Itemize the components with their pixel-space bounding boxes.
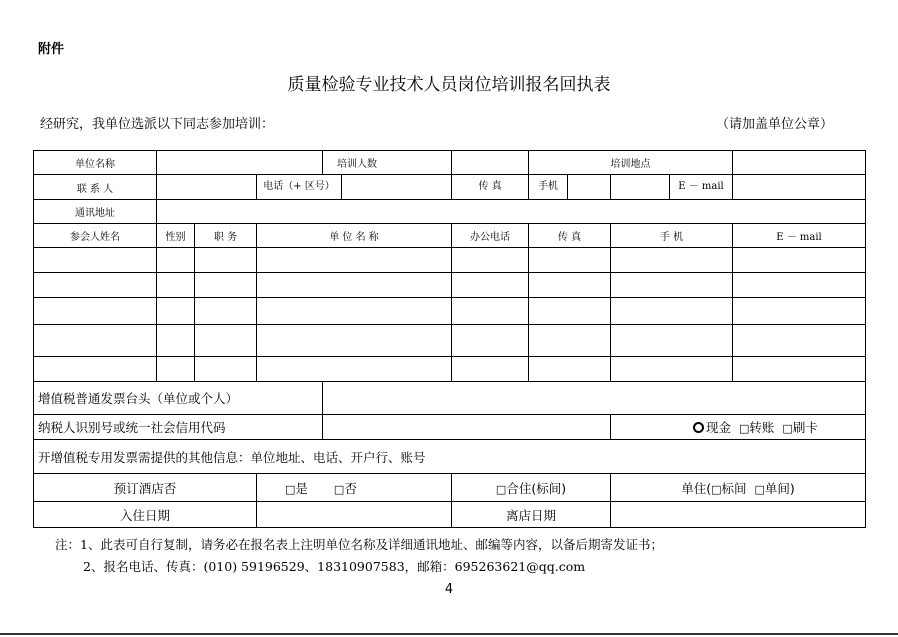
unit-name-field[interactable] <box>157 151 323 175</box>
payment-cash: 现金 <box>706 420 732 435</box>
seal-note: （请加盖单位公章） <box>716 117 834 132</box>
participant-row <box>34 325 866 357</box>
single-standard-checkbox-icon[interactable]: □ <box>711 482 722 496</box>
trainee-count-field[interactable] <box>452 151 529 175</box>
hotel-no-checkbox-icon[interactable]: □ <box>333 482 345 496</box>
col-gender: 性别 <box>157 224 195 248</box>
participant-row <box>34 273 866 298</box>
address-label: 通讯地址 <box>34 200 157 224</box>
hotel-yes-checkbox-icon[interactable]: □ <box>285 482 296 496</box>
payment-options <box>611 415 866 440</box>
card-checkbox-icon[interactable]: □ <box>782 422 793 435</box>
col-unit: 单 位 名 称 <box>257 224 452 248</box>
checkout-field[interactable] <box>611 502 866 528</box>
shared-room-checkbox-icon[interactable]: □ <box>495 482 507 496</box>
registration-form <box>33 150 866 528</box>
location-label: 培训地点 <box>529 151 733 175</box>
shared-room-label: 合住(标间) <box>506 480 567 496</box>
hotel-yes: 是 <box>295 480 308 496</box>
page-number: 4 <box>444 582 454 597</box>
page-title: 质量检验专业技术人员岗位培训报名回执表 <box>287 75 611 95</box>
checkin-field[interactable] <box>257 502 452 528</box>
col-name: 参会人姓名 <box>34 224 157 248</box>
payment-transfer: 转账 <box>749 420 775 435</box>
checkout-label: 离店日期 <box>452 502 611 528</box>
note-line-2: 2、报名电话、传真：(010) 59196529、18310907583，邮箱：695263621@qq.com <box>83 559 586 574</box>
phone-label: 电话（+ 区号） <box>257 175 342 199</box>
hotel-booking-label: 预订酒店否 <box>34 474 257 502</box>
intro-text: 经研究，我单位选派以下同志参加培训： <box>40 117 275 132</box>
col-fax: 传 真 <box>529 224 611 248</box>
email-label: E － mail <box>669 175 732 199</box>
trainee-count-label: 培训人数 <box>323 151 452 175</box>
checkin-label: 入住日期 <box>34 502 257 528</box>
email-field[interactable] <box>733 175 866 200</box>
fax-label: 传 真 <box>478 181 502 192</box>
fax-field[interactable] <box>611 175 669 199</box>
bottom-divider <box>0 633 898 635</box>
payment-card: 刷卡 <box>792 420 818 435</box>
participant-row <box>34 298 866 325</box>
col-email: E － mail <box>733 224 866 248</box>
participant-row <box>34 357 866 382</box>
hotel-shared <box>452 474 611 502</box>
special-invoice-info: 开增值税专用发票需提供的其他信息：单位地址、电话、开户行、账号 <box>34 440 866 474</box>
col-mobile: 手 机 <box>611 224 733 248</box>
single-room-checkbox-icon[interactable]: □ <box>754 482 765 496</box>
invoice-title-label: 增值税普通发票台头（单位或个人） <box>34 382 323 415</box>
col-position: 职 务 <box>195 224 257 248</box>
participant-row <box>34 248 866 273</box>
address-field[interactable] <box>157 200 866 224</box>
tax-id-field[interactable] <box>323 415 611 440</box>
hotel-yes-no <box>257 474 452 502</box>
single-room-label: 单间) <box>764 480 795 496</box>
hotel-single <box>611 474 866 502</box>
unit-name-label: 单位名称 <box>34 151 157 175</box>
tax-id-label: 纳税人识别号或统一社会信用代码 <box>34 415 323 440</box>
cash-radio-icon[interactable] <box>693 422 704 433</box>
mobile-label: 手机 <box>529 175 568 199</box>
hotel-no: 否 <box>344 480 357 496</box>
col-office-phone: 办公电话 <box>452 224 529 248</box>
contact-field[interactable] <box>157 175 257 200</box>
single-standard-label: 标间 <box>721 480 747 496</box>
note-line-1: 注：1、此表可自行复制，请务必在报名表上注明单位名称及详细通讯地址、邮编等内容，以备后期寄发证书； <box>55 537 663 552</box>
attachment-label: 附件 <box>38 42 65 57</box>
contact-label: 联 系 人 <box>34 175 157 200</box>
single-room-prefix: 单住( <box>681 480 712 496</box>
invoice-title-field[interactable] <box>323 382 866 415</box>
location-field[interactable] <box>733 151 866 175</box>
transfer-checkbox-icon[interactable]: □ <box>739 422 750 435</box>
